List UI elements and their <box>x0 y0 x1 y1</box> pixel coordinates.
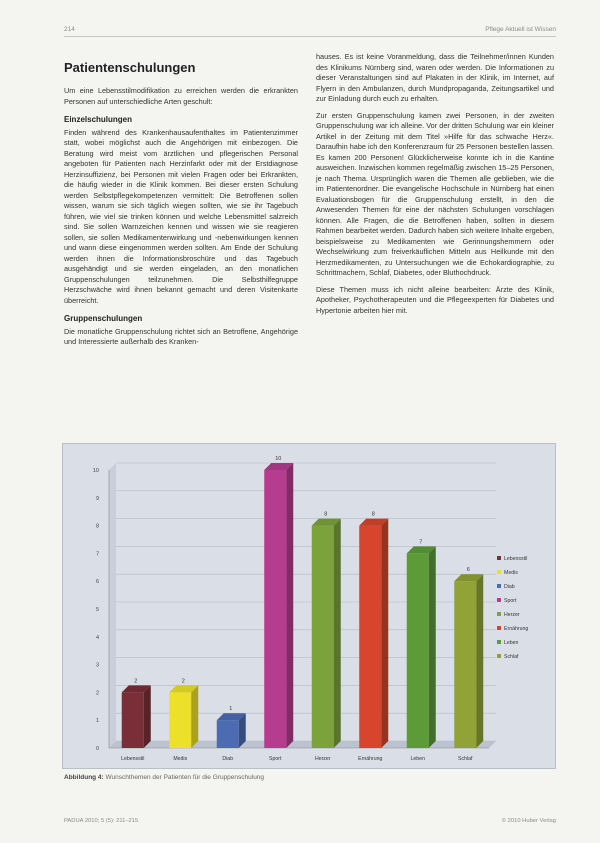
x-tick-label: Ernährung <box>358 756 383 762</box>
bar <box>169 692 191 748</box>
einzelschulungen-paragraph: Finden während des Krankenhausaufenthaltes im Patientenzimmer statt, wobei möglichst auch die Angehörigen mit einbezogen. Die Beratung wird meist vom ärztlichen und pflegerischen Personal angeboten für Patienten nach Herzinfarkt oder mit der Erstdiagnose Herzinsuffizienz, bei Personen mit vielen Fragen oder bei Erkrankten, die häufig wieder in die Klinik kommen. Bei dieser ersten Schulung werden Selbstpflegekompetenzen vermittelt: Die Betroffenen sollen wissen, warum sie sich täglich wiegen sollten, wie sie ihr Tagebuch führen, wie viel sie trinken können und welche Lebensmittel salzreich sind. Sie sollen Warnzeichen kennen und wissen wie sie reagieren sollen, sie sollen Medikamentenwirkung und -nebenwirkungen kennen und wann diese eingenommen werden sollten. Am Ende der Schulung werden ihnen die Informationsbroschüre und das Tagebuch ausgehändigt und sie werden eingeladen, an den monatlichen Gruppenschulungen teilzunehmen. Die Selbsthilfegruppe Herzschwäche wird ihnen bekannt gemacht und deren Visitenkarte überreicht. <box>64 127 298 305</box>
section-heading-einzelschulungen: Einzelschulungen <box>64 115 133 124</box>
y-tick-label: 7 <box>95 551 99 558</box>
running-header <box>64 26 556 33</box>
legend-entry: Medis <box>504 570 518 576</box>
x-tick-label: Sport <box>269 756 282 762</box>
x-tick-label: Leben <box>410 756 425 762</box>
data-label: 8 <box>324 511 328 518</box>
chart-panel <box>62 443 556 769</box>
bar-chart <box>63 444 555 768</box>
data-label: 2 <box>181 678 185 685</box>
bar <box>122 692 144 748</box>
y-tick-label: 0 <box>95 746 99 752</box>
legend-entry: Ernährung <box>504 626 529 632</box>
data-label: 6 <box>466 567 470 574</box>
legend-swatch <box>497 654 501 658</box>
x-tick-label: Herzer <box>314 756 331 762</box>
data-label: 8 <box>371 511 375 518</box>
x-tick-label: Medis <box>173 756 188 762</box>
legend-swatch <box>497 570 501 574</box>
bar <box>264 470 286 748</box>
legend-entry: Herzer <box>504 612 520 618</box>
legend-entry: Schlaf <box>504 654 519 660</box>
legend-swatch <box>497 612 501 616</box>
legend-swatch <box>497 556 501 560</box>
article-title: Patientenschulungen <box>64 60 196 75</box>
legend-swatch <box>497 584 501 588</box>
caption-label: Abbildung 4: <box>64 774 104 781</box>
y-tick-label: 2 <box>95 690 99 697</box>
page-footer <box>64 818 556 824</box>
bar <box>407 553 429 748</box>
intro-paragraph: Um eine Lebensstilmodifikation zu erreichen werden die erkrankten Personen auf unterschiedliche Arten geschult: <box>64 86 298 106</box>
chart-side-wall <box>109 463 116 748</box>
bar-side <box>286 463 293 748</box>
y-tick-label: 5 <box>95 607 99 613</box>
x-tick-label: Lebensstil <box>121 756 145 762</box>
legend-swatch <box>497 626 501 630</box>
x-tick-label: Diab <box>222 756 234 762</box>
bar <box>217 720 239 748</box>
y-tick-label: 8 <box>95 523 99 530</box>
legend-swatch <box>497 640 501 644</box>
chart-floor <box>109 741 496 748</box>
data-label: 2 <box>134 678 138 685</box>
bar-side <box>334 519 341 748</box>
footer-publisher: © 2010 Huber Verlag <box>501 818 556 824</box>
bar <box>359 526 381 748</box>
right-paragraph-2: Zur ersten Gruppenschulung kamen zwei Personen, in der zweiten Gruppenschulung war ich alleine. Vor der dritten Schulung war ein kleiner Artikel in der Zeitung mit dem Titel »Hilfe für das schwache Herz«. Daraufhin habe ich den Konferenzraum für 25 Personen bestellen lassen. Es kamen 200 Personen! Glücklicherweise konnte ich in die Kantine ausweichen. Inzwischen kommen regelmäßig zwischen 15–25 Personen, je nach Thema. Ursprünglich waren die Themen alle geblieben, wie die im Patientenordner. Die evangelische Hochschule in Nürnberg hat einen Evaluationsbogen für die Gruppenschulung erstellt, in den die Anwesenden Themen für eine der nächsten Schulungen vorschlagen können. Alle Fragen, die die Betroffenen haben, sollten in diesem Rahmen bearbeitet werden. Dadurch haben sich weitere Inhalte ergeben, beispielsweise zu Medikamenten wie Gerinnungshemmern oder Wechselwirkung zum freiverkäuflichen Mitteln aus Heilkunde mit den Herzmedikamenten, zu Untersuchungen wie die Echokardiographie, zu Schrittmachern, Schlaf, Diabetes, oder Bluthochdruck. <box>316 110 554 277</box>
y-tick-label: 4 <box>95 634 99 641</box>
legend-entry: Lebensstil <box>504 556 528 562</box>
page-number: 214 <box>64 26 75 33</box>
bar-side <box>381 519 388 748</box>
legend-entry: Leben <box>504 640 519 646</box>
y-tick-label: 6 <box>95 579 99 586</box>
x-tick-label: Schlaf <box>458 756 473 762</box>
caption-text: Wunschthemen der Patienten für die Gruppenschulung <box>105 774 265 781</box>
right-paragraph-3: Diese Themen muss ich nicht alleine bearbeiten: Ärzte des Klinik, Apotheker, Psychotherapeuten und die Pflegeexperten für Diabetes und Hypertonie arbeiten hier mit. <box>316 284 554 315</box>
bar-side <box>144 685 151 748</box>
bar-side <box>429 546 436 748</box>
footer-citation: PADUA 2010; 5 (5): 211–215 <box>64 818 139 824</box>
y-tick-label: 9 <box>95 495 99 502</box>
bar-side <box>476 574 483 748</box>
data-label: 1 <box>229 706 233 713</box>
right-paragraph-1: hauses. Es ist keine Voranmeldung, dass die Teilnehmer/innen Kunden des Klinikums Nürnberg sind, waren oder werden. Die Informationen zu dieser Veranstaltungen sind auf Plakaten in der Klinik, im Internet, auf Flyern in den Ambulanzen, durch Mundpropaganda, Zeitungsartikel und zur Einladung durch euch zu erhalten. <box>316 52 554 103</box>
section-title: Pflege Aktuell ist Wissen <box>485 26 556 33</box>
figure-caption <box>64 774 264 781</box>
left-column <box>64 86 298 354</box>
bar-side <box>191 685 198 748</box>
bar <box>312 526 334 748</box>
y-tick-label: 3 <box>95 662 99 669</box>
header-rule <box>64 36 556 37</box>
legend-entry: Diab <box>504 584 515 590</box>
right-column <box>316 52 554 322</box>
legend-entry: Sport <box>504 598 517 604</box>
bar <box>454 581 476 748</box>
data-label: 7 <box>419 539 423 546</box>
gruppenschulungen-paragraph: Die monatliche Gruppenschulung richtet sich an Betroffene, Angehörige und Interessierte außerhalb des Kranken- <box>64 326 298 346</box>
data-label: 10 <box>275 456 282 462</box>
section-heading-gruppenschulungen: Gruppenschulungen <box>64 314 143 323</box>
y-tick-label: 10 <box>92 468 99 474</box>
legend-swatch <box>497 598 501 602</box>
y-tick-label: 1 <box>95 718 99 725</box>
